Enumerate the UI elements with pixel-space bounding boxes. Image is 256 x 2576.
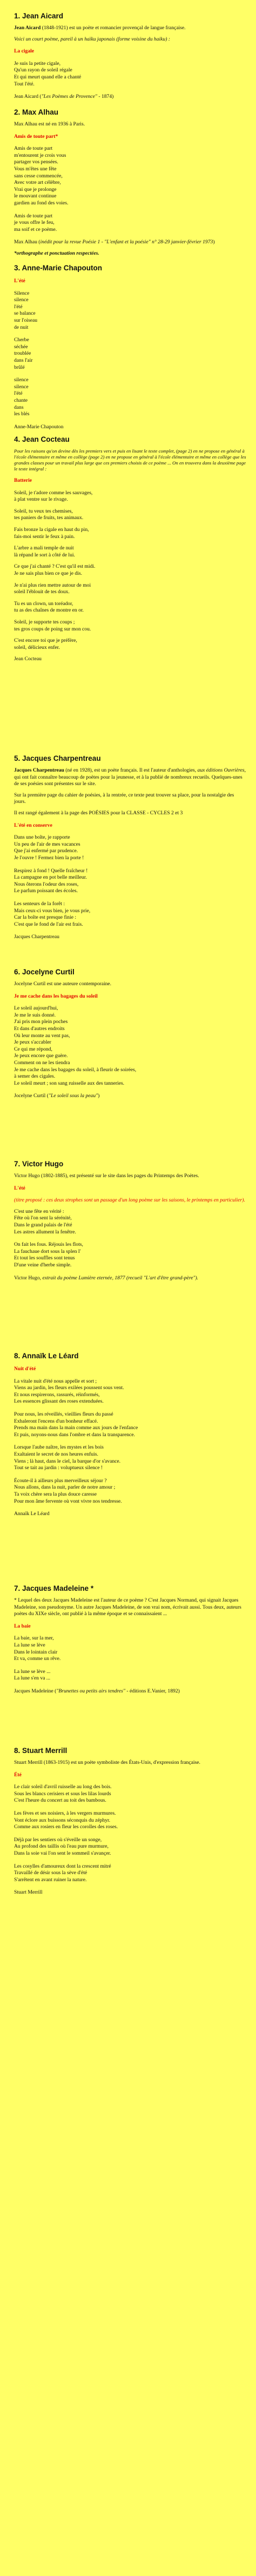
poem-stanza: Amis de toute part m'entourent je crois vous partager vos pensées. Vous m'êtes une fête sans cesse commencée, Avec votre art célèbre, Vrai que je prolonge le mouvant continue gardien au fond des voies. (14, 145, 69, 206)
poem-stanza: Le clair soleil d'avril ruisselle au long des bois. Sous les blancs cerisiers et sous les lilas lourds C'est l'heure du concert au toit des bambous. (14, 1784, 112, 1804)
section-heading: 7. Jacques Madeleine * (14, 1584, 94, 1592)
poem-stanza: C'est une fête en vérité : Fête où l'on sent la sérénité, Dans le grand palais de l'été Les astres allument la fenêtre. (14, 1208, 76, 1235)
poem-stanza: Les fèves et ses noisiers, à les vergers murmures. Vont éclore aux buissons séconquis du zéphyr. Comme aux rosiers en fleur les corolles des roses. (14, 1810, 118, 1830)
author-bio: Jean Aicard (1848-1921) est un poète et romancier provençal de langue française. (14, 25, 186, 31)
poem-stanza: C'est encore toi que je préfère, soleil, délicieux enfer. (14, 638, 77, 650)
poem-signature: Victor Hugo, extrait du poème Lumière eternée, 1877 (recueil "L'art d'être grand-père"). (14, 1274, 199, 1281)
section-heading: 7. Victor Hugo (14, 1160, 64, 1168)
section-heading: 1. Jean Aicard (14, 12, 64, 20)
poem-stanza: Je n'ai plus rien mettre autour de moi soleil l'éblouit de tes doux. (14, 582, 91, 595)
poem-stanza: La lune se lève ... La lune s'en va ... (14, 1668, 51, 1682)
poem-stanza: La vitale nuit d'été nous appelle et sort ; Viens au jardin, les fleurs exilées poussent sous vent. Et nous respirerons, rassurés, réinformés, Les essences glissant des roses extenduées. (14, 1378, 124, 1405)
poem-signature: Jacques Charpentreau (14, 934, 59, 940)
section-max-alhau (14, 108, 246, 262)
poem-title: Je me cache dans les bagages du soleil (14, 993, 98, 999)
poem-stanza: Les senteurs de la forêt : Mais ceux-ci vous bien, je vous prie, Car la boîte est presque finie : C'est que le fond de l'air est frais. (14, 900, 91, 927)
poem-stanza: Lorsque l'aube naître, les mystes et les bois Exaltaient le secret de nos heures enfuis. Viens ; là haut, dans le ciel, la barque d'or s'avance. Tout se tait au jardin : voluptueux silence ! (14, 1444, 121, 1471)
poem-stanza: Soleil, je supporte tes coups ; tes gros coups de poing sur mon cou. (14, 619, 91, 632)
poem-title: Batterie (14, 477, 32, 483)
section-chapouton (14, 264, 246, 430)
poem-signature: Jean Aicard ("Les Poèmes de Provence" - 1874) (14, 94, 114, 100)
section-heading: 3. Anne-Marie Chapouton (14, 264, 103, 272)
poem-stanza: Les cosylles d'amoureux dont la crescent mitré Travaillé de désir sous la sève d'été S'arrêtent en avant ruiner la nature. (14, 1863, 111, 1883)
poem-title: La cigale (14, 48, 35, 55)
poem-intro-note: (titre proposé : ces deux strophes sont un passage d'un long poème sur les saisons, le printemps en particulier). (14, 1197, 245, 1204)
section-victor-hugo (14, 1160, 246, 1282)
poem-stanza: silence silence l'été chante dans les blés (14, 377, 30, 417)
author-bio: Victor Hugo (1802-1885), est présenté sur le site dans les pages du Printemps des Poètes. (14, 1173, 199, 1179)
poem-stanza: Dans une boîte, je rapporte Un peu de l'air de mes vacances Que j'ai enfermé par prudence. Je l'ouvre ! Fermez bien la porte ! (14, 834, 84, 861)
poem-stanza: Amis de toute part je vous offre le feu, ma soif et ce poème. (14, 213, 57, 233)
section-le-leard (14, 1352, 246, 1518)
poem-stanza: Soleil, tu veux tes chemises, tes paniers de fruits, tes animaux. (14, 508, 84, 521)
section-merrill (14, 1747, 246, 1896)
poem-title: L'été (14, 1185, 25, 1191)
poem-stanza: Je suis la petite cigale, Qu'un rayon de soleil régale Et qui meurt quand elle a chanté Tout l'été. (14, 60, 82, 87)
poem-signature: Stuart Merrill (14, 1889, 43, 1896)
poem-signature: Jocelyne Curtil ("Le soleil sous la peau") (14, 1093, 100, 1099)
section-heading: 2. Max Alhau (14, 108, 59, 116)
poem-title: Nuit d'été (14, 1366, 36, 1372)
section-curtil (14, 968, 246, 1100)
author-bio: * Lequel des deux Jacques Madeleine est l'auteur de ce poème ? C'est Jacques Normand, qui signait Jacques Madeleine, son pseudonyme. Un autre Jacques Madeleine, de son vrai nom, écrivait aussi. Tous deux, auteurs poètes du XIXe siècle, ont publié à la même époque et se connaissaient ... (14, 1597, 241, 1617)
author-bio: Jacques Charpentreau (né en 1928), est un poète français. Il est l'auteur d'anthologies, aux éditions Ouvrières, qui ont fait connaître beaucoup de poètes pour la jeunesse, et à la publié de nombreux recueils. Quelques-unes de ses poésies sont présentes sur le site. (14, 767, 246, 787)
poem-footnote: *orthographe et ponctuation respectées. (14, 250, 99, 256)
section-heading: 8. Annaïk Le Léard (14, 1352, 79, 1360)
poem-signature: Jean Cocteau (14, 656, 42, 662)
section-heading: 8. Stuart Merrill (14, 1747, 68, 1755)
poem-title: L'été (14, 278, 25, 284)
poem-stanza: Le soleil aujourd'hui, Je me le suis donné. J'ai pris mon plein poches Et dans d'autres endroits Où leur monte au vent pas, Je peux s'accabler Ce qui me répond, Je peux encore que guère. Comment on ne les tiendra Je me cache dans les bagages du soleil, à fleurir de soirées, à semer des cigales. Le soleil meurt ; son sang ruisselle aux des tanneries. (14, 1005, 137, 1086)
poem-stanza: La baie, sur la mer, La lune se lève Dans le lointain clair Et va, comme un rêve. (14, 1635, 61, 1662)
section-heading: 5. Jacques Charpentreau (14, 754, 101, 762)
poem-title: La baie (14, 1623, 31, 1629)
section-madeleine (14, 1584, 246, 1695)
poem-stanza: Ce que j'ai chanté ? C'est qu'il est midi. Je ne sais plus bien ce que je dis. (14, 563, 96, 576)
poem-stanza: Silence silence l'été se balance sur l'oiseau de nuit (14, 290, 38, 330)
poem-stanza: L'arbre a mali temple de nuit là répand le sort à côté de lui. (14, 545, 75, 558)
poem-title: Été (14, 1771, 22, 1778)
author-bio: Jocelyne Curtil est une auteure contemporaine. (14, 981, 112, 987)
poem-signature: Annaïk Le Léard (14, 1511, 50, 1517)
poem-signature: Anne-Marie Chapouton (14, 423, 64, 430)
poem-stanza: Respirez à fond ! Quelle fraîcheur ! La campagne en pot belle meilleur. Nous ôterons l'odeur des roses, Le parfum poissant des écoles. (14, 867, 88, 894)
poem-stanza: Fais bronze la cigale en haut du pin, fais-moi sentir le feux à pain. (14, 526, 89, 540)
poem-stanza: Soleil, je t'adore comme les sauvages, à plat ventre sur le rivage. (14, 489, 93, 503)
author-bio: Stuart Merrill (1863-1915) est un poète symboliste des États-Unis, d'expression française. (14, 1760, 200, 1765)
poem-stanza: Cherbe séchée troublée dans l'air brûlé (14, 337, 33, 370)
section-charpentreau (14, 754, 246, 941)
section-heading: 6. Jocelyne Curtil (14, 968, 75, 976)
poem-title: Amis de toute part* (14, 133, 58, 140)
poem-source: Max Alhau (inédit pour la revue Poésie 1 - "L'enfant et la poésie" n° 28-29 janvier-février 1973) (14, 239, 215, 245)
poem-signature: Jacques Madeleine ("Brunettes ou petits airs tendres" - éditions E.Vanier, 1892) (14, 1688, 180, 1694)
section-heading: 4. Jean Cocteau (14, 435, 70, 443)
poem-title: L'été en conserve (14, 822, 52, 828)
author-bio-2: Sur la première page du cahier de poésies, à la rentrée, ce texte peut trouver sa place, pour la nostalgie des jours. (14, 792, 234, 805)
intro-text: Pour les raisons qu'on devine dès les premiers vers et puis en lisant le texte complet, (page 2) en ne propose en général à l'école élémentaire et même en collège (page 2) en ne propose en général à l'école élémentaire et même en collège que les grandes classes pour un travail plus large que ces premiers choisis de ce poème ... On en trouvera dans la deuxième page le texte intégral : (14, 448, 246, 472)
author-bio-3: Il est rangé également à la page des POÉSIES pour la CLASSE - CYCLES 2 et 3 (14, 809, 183, 816)
author-bio: Max Alhau est né en 1936 à Paris. (14, 121, 85, 127)
poem-stanza: Tu es un clown, un toréador, tu as des chaînes de montre en or. (14, 600, 84, 614)
section-cocteau (14, 435, 246, 663)
poem-stanza: Écoute-il à ailleurs plus merveilleux séjour ? Nous allons, dans la nuit, parler de notre amour ; Ta voix chère sera la plus douce caresse Pour mon âme fervente où vont vivre nos tendresse. (14, 1477, 122, 1504)
intro-text: Voici un court poème, pareil à un haïku japonais (forme voisine du haiku) : (14, 36, 171, 42)
section-jean-aicard (14, 12, 246, 101)
poem-stanza: On fait les fous. Réjouis les flots, La fauchaue dort sous la splen l' Et tout les souffles sont tenus D'une veine d'herbe simple. (14, 1241, 83, 1268)
poem-stanza: Pour nous, les réveillés, vieillies fleurs du passé Exhaleront l'encens d'un bonheur effacé. Prends ma main dans la main comme aux jours de l'enfance Et puis, noyons-nous dans l'ombre et dans la transparence. (14, 1411, 138, 1438)
poem-stanza: Déjà par les sentiers où s'éveille un songe, Au profond des taillis où l'eau pure murmure, Dans la soie vai l'on sent le sommeil s'avançer. (14, 1836, 111, 1856)
